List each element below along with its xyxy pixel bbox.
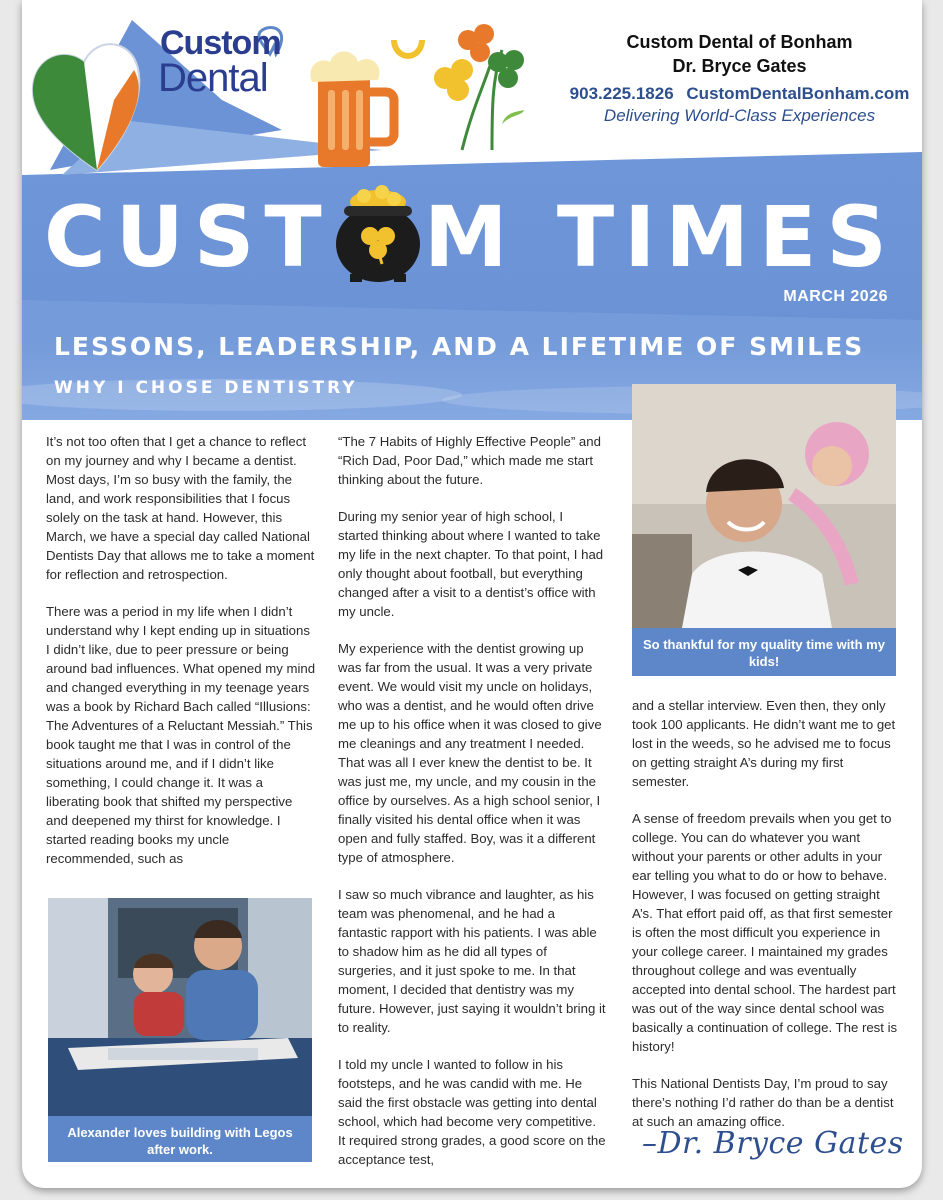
phone-number[interactable]: 903.225.1826 (569, 84, 674, 103)
website-link[interactable]: CustomDentalBonham.com (686, 84, 910, 103)
photo-caption-1: Alexander loves building with Legos after work. (48, 1116, 312, 1162)
logo-line-1: Custom (160, 24, 281, 62)
photo-with-kids (632, 384, 896, 628)
practice-header (552, 30, 922, 126)
signature: –Dr. Bryce Gates (642, 1126, 904, 1161)
paragraph: During my senior year of high school, I started thinking about where I wanted to take my life in the next chapter. To that point, I had only thought about football, but everything changed after a visit to a dentist’s office with my uncle. (338, 509, 604, 619)
paragraph: My experience with the dentist growing up was far from the usual. It was a very private event. We would visit my uncle on holidays, who was a dentist, and he would often drive me up to his office when it was closed to give me cleanings and any treatment I needed. That was all I ever knew the dentist to be. It was just me, my uncle, and my cousin in the office by ourselves. As a high school senior, I finally visited his dental office when it was open and fully staffed. Boy, was it a different type of atmosphere. (338, 641, 602, 865)
photo-caption-2: So thankful for my quality time with my kids! (632, 628, 896, 676)
issue-date: MARCH 2026 (783, 288, 888, 305)
beer-mug-icon (310, 52, 394, 168)
paragraph: and a stellar interview. Even then, they only took 100 applicants. He didn’t want me to get lost in the weeds, so he advised me to focus on getting straight A’s during my first semester. (632, 698, 896, 789)
newsletter-page (22, 0, 922, 1188)
paragraph: “The 7 Habits of Highly Effective People” and “Rich Dad, Poor Dad,” which made me start thinking about the future. (338, 434, 601, 487)
article-headline: LESSONS, LEADERSHIP, AND A LIFETIME OF SMILES (54, 332, 865, 361)
paragraph: It’s not too often that I get a chance to reflect on my journey and why I became a dentist. Most days, I’m so busy with the family, the land, and work responsibilities that I focus solely on the task at hand. However, this March, we have a special day called National Dentists Day that allows me to take a moment for reflection and retrospection. (46, 434, 315, 582)
paragraph: This National Dentists Day, I’m proud to say there’s nothing I’d rather do than be a dentist at such an amazing office. (632, 1076, 894, 1129)
article-subhead: WHY I CHOSE DENTISTRY (54, 378, 358, 398)
article-column-2 (338, 432, 606, 1187)
paragraph: I saw so much vibrance and laughter, as his team was phenomenal, and he had a fantastic rapport with his patients. I was able to shadow him as he did all types of surgeries, and it just spoke to me. In that moment, I decided that dentistry was my future. However, just saying it wouldn’t bring it to reality. (338, 887, 606, 1035)
article-column-1 (46, 432, 316, 886)
pot-of-gold-icon (330, 184, 426, 284)
paragraph: I told my uncle I wanted to follow in his footsteps, and he was candid with me. He said the first obstacle was getting into dental school, which had become very competitive. It required strong grades, a good score on the acceptance test, (338, 1057, 606, 1167)
masthead-left: CUST (44, 188, 332, 286)
photo-lego-building (48, 898, 312, 1116)
practice-name: Custom Dental of Bonham (626, 32, 853, 52)
shamrock-icon (434, 24, 524, 150)
tagline: Delivering World-Class Experiences (603, 106, 876, 125)
paragraph: There was a period in my life when I didn’t understand why I kept ending up in situations I didn’t like, due to peer pressure or being around bad influences. What opened my mind and changed everything in my teenage years was a book by Richard Bach called “Illusions: The Adventures of a Reluctant Messiah.” This book taught me that I was in control of the situations around me, and if I didn’t like something, I could change it. It was a liberating book that shifted my perspective and deepened my thirst for knowledge. I started reading books my uncle recommended, such as (46, 604, 316, 866)
doctor-name: Dr. Bryce Gates (672, 56, 807, 76)
horseshoe-icon (394, 40, 422, 56)
logo-line-2: Dental (158, 56, 268, 100)
paragraph: A sense of freedom prevails when you get to college. You can do whatever you want without your parents or other adults in your ear telling you what to do or how to behave. However, I was focused on getting straight A’s. That effort paid off, as that first semester is often the most difficult you experience in your college career. I maintained my grades throughout college and was eventually accepted into dental school. The hardest part was out of the way since dental school was basically a continuation of college. The rest is history! (632, 811, 898, 1054)
masthead-right: M TIMES (424, 188, 897, 286)
contact-line (552, 84, 922, 104)
article-column-3 (632, 696, 902, 1149)
